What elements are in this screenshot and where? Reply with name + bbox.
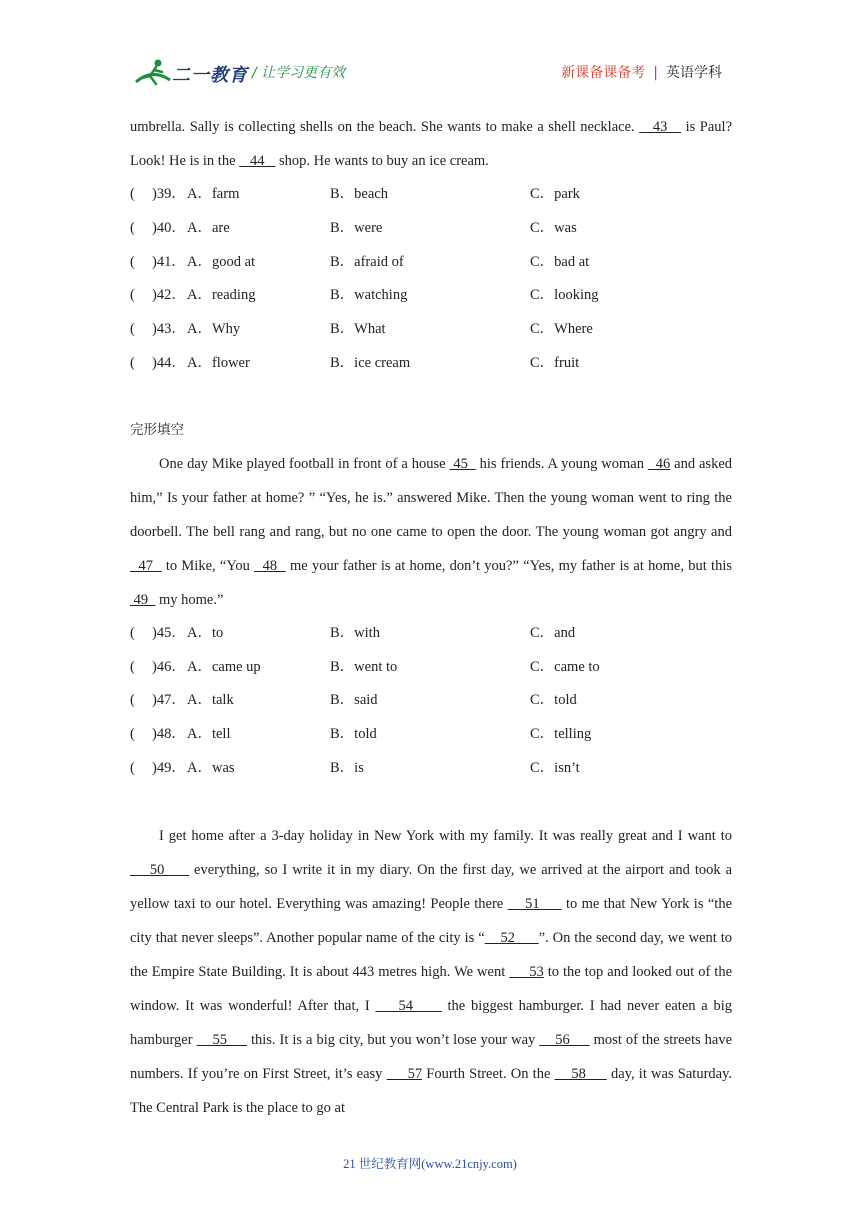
passage-text: to me that New York is “the city that never sleeps”. Another popular name of the city is “: [130, 895, 733, 946]
header-course-label: 新课备课备考: [561, 65, 646, 81]
answer-blank: 50: [130, 861, 190, 878]
option-a: A．tell: [187, 726, 231, 743]
question-row: [130, 617, 732, 651]
option-b: B．afraid of: [330, 253, 404, 270]
answer-paren: (: [130, 658, 135, 675]
answer-paren: (: [130, 186, 135, 202]
question-row: [130, 718, 732, 752]
passage-text: I get home after a 3-day holiday in New York with my family. It was really great and I want to: [159, 827, 732, 844]
question-number: )39．: [152, 186, 186, 202]
passage-text: this. It is a big city, but you won’t lose your way: [246, 1031, 540, 1048]
question-row: [130, 313, 732, 347]
answer-blank: 49: [130, 591, 156, 608]
question-number: )44．: [152, 354, 186, 371]
page-footer: 21 世纪教育网(www.21cnjy.com): [343, 1157, 517, 1171]
question-number: )41．: [152, 253, 186, 270]
passage-text: the biggest hamburger. I had never eaten a big hamburger: [130, 997, 732, 1048]
option-a: A．good at: [187, 253, 256, 270]
answer-paren: (: [130, 692, 135, 709]
question-row: [130, 279, 732, 313]
passage-text: to the top and looked out of the window. It was wonderful! After that, I: [130, 963, 733, 1014]
passage-text: to Mike, “You: [161, 557, 255, 574]
option-a: A．reading: [187, 287, 256, 304]
answer-paren: (: [130, 287, 135, 304]
header-subject: [561, 62, 722, 82]
answer-paren: (: [130, 354, 135, 371]
answer-blank: 54: [375, 997, 442, 1014]
option-c: C．told: [530, 692, 577, 709]
page-header: [0, 0, 860, 100]
question-row: [130, 178, 732, 212]
question-number: )47．: [152, 692, 186, 709]
answer-blank: 47: [130, 557, 162, 574]
passage-text: ”. On the second day, we went to the Empire State Building. It is about 443 metres high. We went: [130, 929, 733, 980]
question-number: )42．: [152, 287, 186, 304]
header-separator: |: [653, 65, 658, 81]
option-c: C．looking: [530, 287, 599, 304]
answer-blank: 43: [639, 119, 682, 135]
answer-blank: 45: [449, 455, 476, 472]
question-number: )46．: [152, 658, 186, 675]
question-row: [130, 752, 732, 786]
option-c: C．came to: [530, 658, 600, 675]
question-number: )45．: [152, 624, 186, 641]
passage-3: [130, 819, 732, 1125]
answer-blank: 46: [647, 455, 671, 472]
passage-text: most of the streets have numbers. If you’re on First Street, it’s easy: [130, 1031, 733, 1082]
option-a: A．farm: [187, 186, 240, 202]
question-row: [130, 684, 732, 718]
passage-text: is Paul? Look! He is in the: [130, 119, 733, 169]
option-c: C．park: [530, 186, 580, 202]
option-b: B．beach: [330, 186, 388, 202]
logo-text: 二一教育: [172, 65, 248, 86]
option-c: C．telling: [530, 726, 592, 743]
document-body: [130, 110, 732, 1125]
question-row: [130, 651, 732, 685]
spacer: [130, 786, 732, 819]
answer-blank: 52: [484, 929, 539, 946]
answer-blank: 51: [507, 895, 562, 912]
answer-paren: (: [130, 219, 135, 236]
option-c: C．and: [530, 624, 576, 641]
option-b: B．ice cream: [330, 354, 411, 371]
option-c: C．Where: [530, 321, 593, 338]
question-group-1: [130, 178, 732, 381]
option-b: B．said: [330, 692, 378, 709]
header-subject-label: 英语学科: [666, 65, 722, 81]
answer-blank: 55: [196, 1031, 247, 1048]
question-row: [130, 246, 732, 280]
passage-text: everything, so I write it in my diary. On the first day, we arrived at the airport and took a yellow taxi to our hotel. Everything was amazing! People there: [130, 861, 733, 912]
answer-paren: (: [130, 321, 135, 338]
answer-paren: (: [130, 624, 135, 641]
passage-text: my home.”: [155, 591, 224, 608]
answer-blank: 57: [386, 1065, 423, 1082]
option-b: B．What: [330, 321, 386, 338]
question-row: [130, 347, 732, 381]
answer-blank: 48: [254, 557, 286, 574]
section-title: 完形填空: [130, 421, 184, 438]
option-a: A．came up: [187, 658, 261, 675]
option-b: B．is: [330, 759, 364, 776]
answer-blank: 58: [554, 1065, 607, 1082]
option-c: C．fruit: [530, 354, 580, 371]
option-c: C．isn’t: [530, 759, 580, 776]
option-b: B．went to: [330, 658, 398, 675]
passage-text: his friends. A young woman: [475, 455, 648, 472]
option-a: A．flower: [187, 354, 250, 371]
answer-blank: 56: [539, 1031, 590, 1048]
option-a: A．was: [187, 759, 235, 776]
header-slogan: / 让学习更有效: [252, 65, 346, 81]
question-group-2: [130, 617, 732, 786]
option-c: C．bad at: [530, 253, 590, 270]
answer-paren: (: [130, 726, 135, 743]
passage-text: day, it was Saturday. The Central Park is the place to go at: [130, 1065, 733, 1116]
passage-text: Fourth Street. On the: [422, 1065, 555, 1082]
option-a: A．to: [187, 624, 224, 641]
option-c: C．was: [530, 219, 577, 236]
question-number: )40．: [152, 219, 186, 236]
passage-text: me your father is at home, don’t you?” “Yes, my father is at home, but this: [285, 557, 732, 574]
passage-text: and asked him,” Is your father at home? ” “Yes, he is.” answered Mike. Then the young woman went to ring the doorbell. The bell rang and rang, but no one came to open the door. The young woman got angry and: [130, 455, 733, 540]
answer-blank: 53: [509, 963, 544, 980]
passage-1-continuation: [130, 110, 732, 178]
passage-text: shop. He wants to buy an ice cream.: [275, 153, 489, 169]
question-number: )43．: [152, 321, 186, 338]
option-b: B．with: [330, 624, 380, 641]
option-a: A．are: [187, 219, 230, 236]
option-b: B．told: [330, 726, 377, 743]
option-b: B．watching: [330, 287, 408, 304]
option-a: A．Why: [187, 321, 241, 338]
answer-paren: (: [130, 759, 135, 776]
passage-text: umbrella. Sally is collecting shells on the beach. She wants to make a shell necklace.: [130, 119, 640, 135]
question-row: [130, 212, 732, 246]
passage-2: [130, 447, 732, 617]
question-number: )48．: [152, 726, 186, 743]
option-b: B．were: [330, 219, 383, 236]
answer-blank: 44: [239, 153, 276, 169]
answer-paren: (: [130, 253, 135, 270]
passage-text: One day Mike played football in front of a house: [159, 455, 450, 472]
question-number: )49．: [152, 759, 186, 776]
option-a: A．talk: [187, 692, 234, 709]
